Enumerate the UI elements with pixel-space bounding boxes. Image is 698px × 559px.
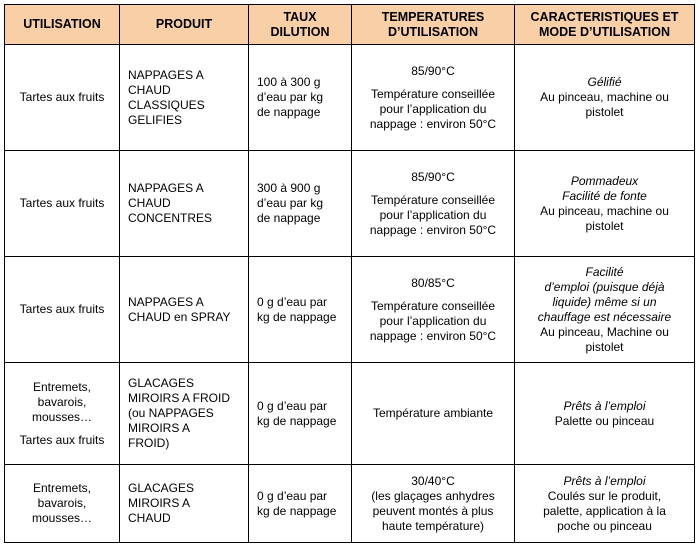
cell-caracteristiques: Prêts à l’emploi Coulés sur le produit, palette, application à la poche ou pinceau <box>515 465 695 543</box>
cell-caracteristiques: Prêts à l’emploi Palette ou pinceau <box>515 363 695 465</box>
cell-temperature: 85/90°C Température conseillée pour l’application du nappage : environ 50°C <box>352 151 515 257</box>
cell-temperature: 80/85°C Température conseillée pour l’application du nappage : environ 50°C <box>352 257 515 363</box>
header-taux-dilution: TAUX DILUTION <box>249 5 352 45</box>
header-utilisation: UTILISATION <box>5 5 120 45</box>
cell-utilisation: Entremets, bavarois, mousses… <box>5 465 120 543</box>
cell-produit: GLACAGES MIROIRS A FROID (ou NAPPAGES MIROIRS A FROID) <box>120 363 249 465</box>
product-table <box>4 4 695 543</box>
cell-produit: NAPPAGES A CHAUD en SPRAY <box>120 257 249 363</box>
cell-utilisation: Tartes aux fruits <box>5 151 120 257</box>
cell-produit: NAPPAGES A CHAUD CLASSIQUES GELIFIES <box>120 45 249 151</box>
cell-taux: 0 g d’eau par kg de nappage <box>249 257 352 363</box>
table-row <box>5 465 695 543</box>
cell-utilisation: Tartes aux fruits <box>5 45 120 151</box>
header-caracteristiques: CARACTERISTIQUES ET MODE D’UTILISATION <box>515 5 695 45</box>
table-row <box>5 257 695 363</box>
cell-utilisation: Tartes aux fruits <box>5 257 120 363</box>
table-row <box>5 363 695 465</box>
cell-caracteristiques: Pommadeux Facilité de fonte Au pinceau, machine ou pistolet <box>515 151 695 257</box>
header-row <box>5 5 695 45</box>
cell-caracteristiques: Facilité d’emploi (puisque déjà liquide) même si un chauffage est nécessaire Au pinceau, Machine ou pistolet <box>515 257 695 363</box>
cell-caracteristiques: Gélifié Au pinceau, machine ou pistolet <box>515 45 695 151</box>
cell-taux: 100 à 300 g d’eau par kg de nappage <box>249 45 352 151</box>
cell-utilisation: Entremets, bavarois, mousses… Tartes aux fruits <box>5 363 120 465</box>
cell-taux: 300 à 900 g d’eau par kg de nappage <box>249 151 352 257</box>
cell-produit: GLACAGES MIROIRS A CHAUD <box>120 465 249 543</box>
cell-taux: 0 g d’eau par kg de nappage <box>249 465 352 543</box>
cell-produit: NAPPAGES A CHAUD CONCENTRES <box>120 151 249 257</box>
table-row <box>5 151 695 257</box>
header-temperatures: TEMPERATURES D’UTILISATION <box>352 5 515 45</box>
cell-temperature: 85/90°C Température conseillée pour l’application du nappage : environ 50°C <box>352 45 515 151</box>
table-row <box>5 45 695 151</box>
cell-temperature: Température ambiante <box>352 363 515 465</box>
header-produit: PRODUIT <box>120 5 249 45</box>
cell-temperature: 30/40°C (les glaçages anhydres peuvent montés à plus haute température) <box>352 465 515 543</box>
cell-taux: 0 g d’eau par kg de nappage <box>249 363 352 465</box>
